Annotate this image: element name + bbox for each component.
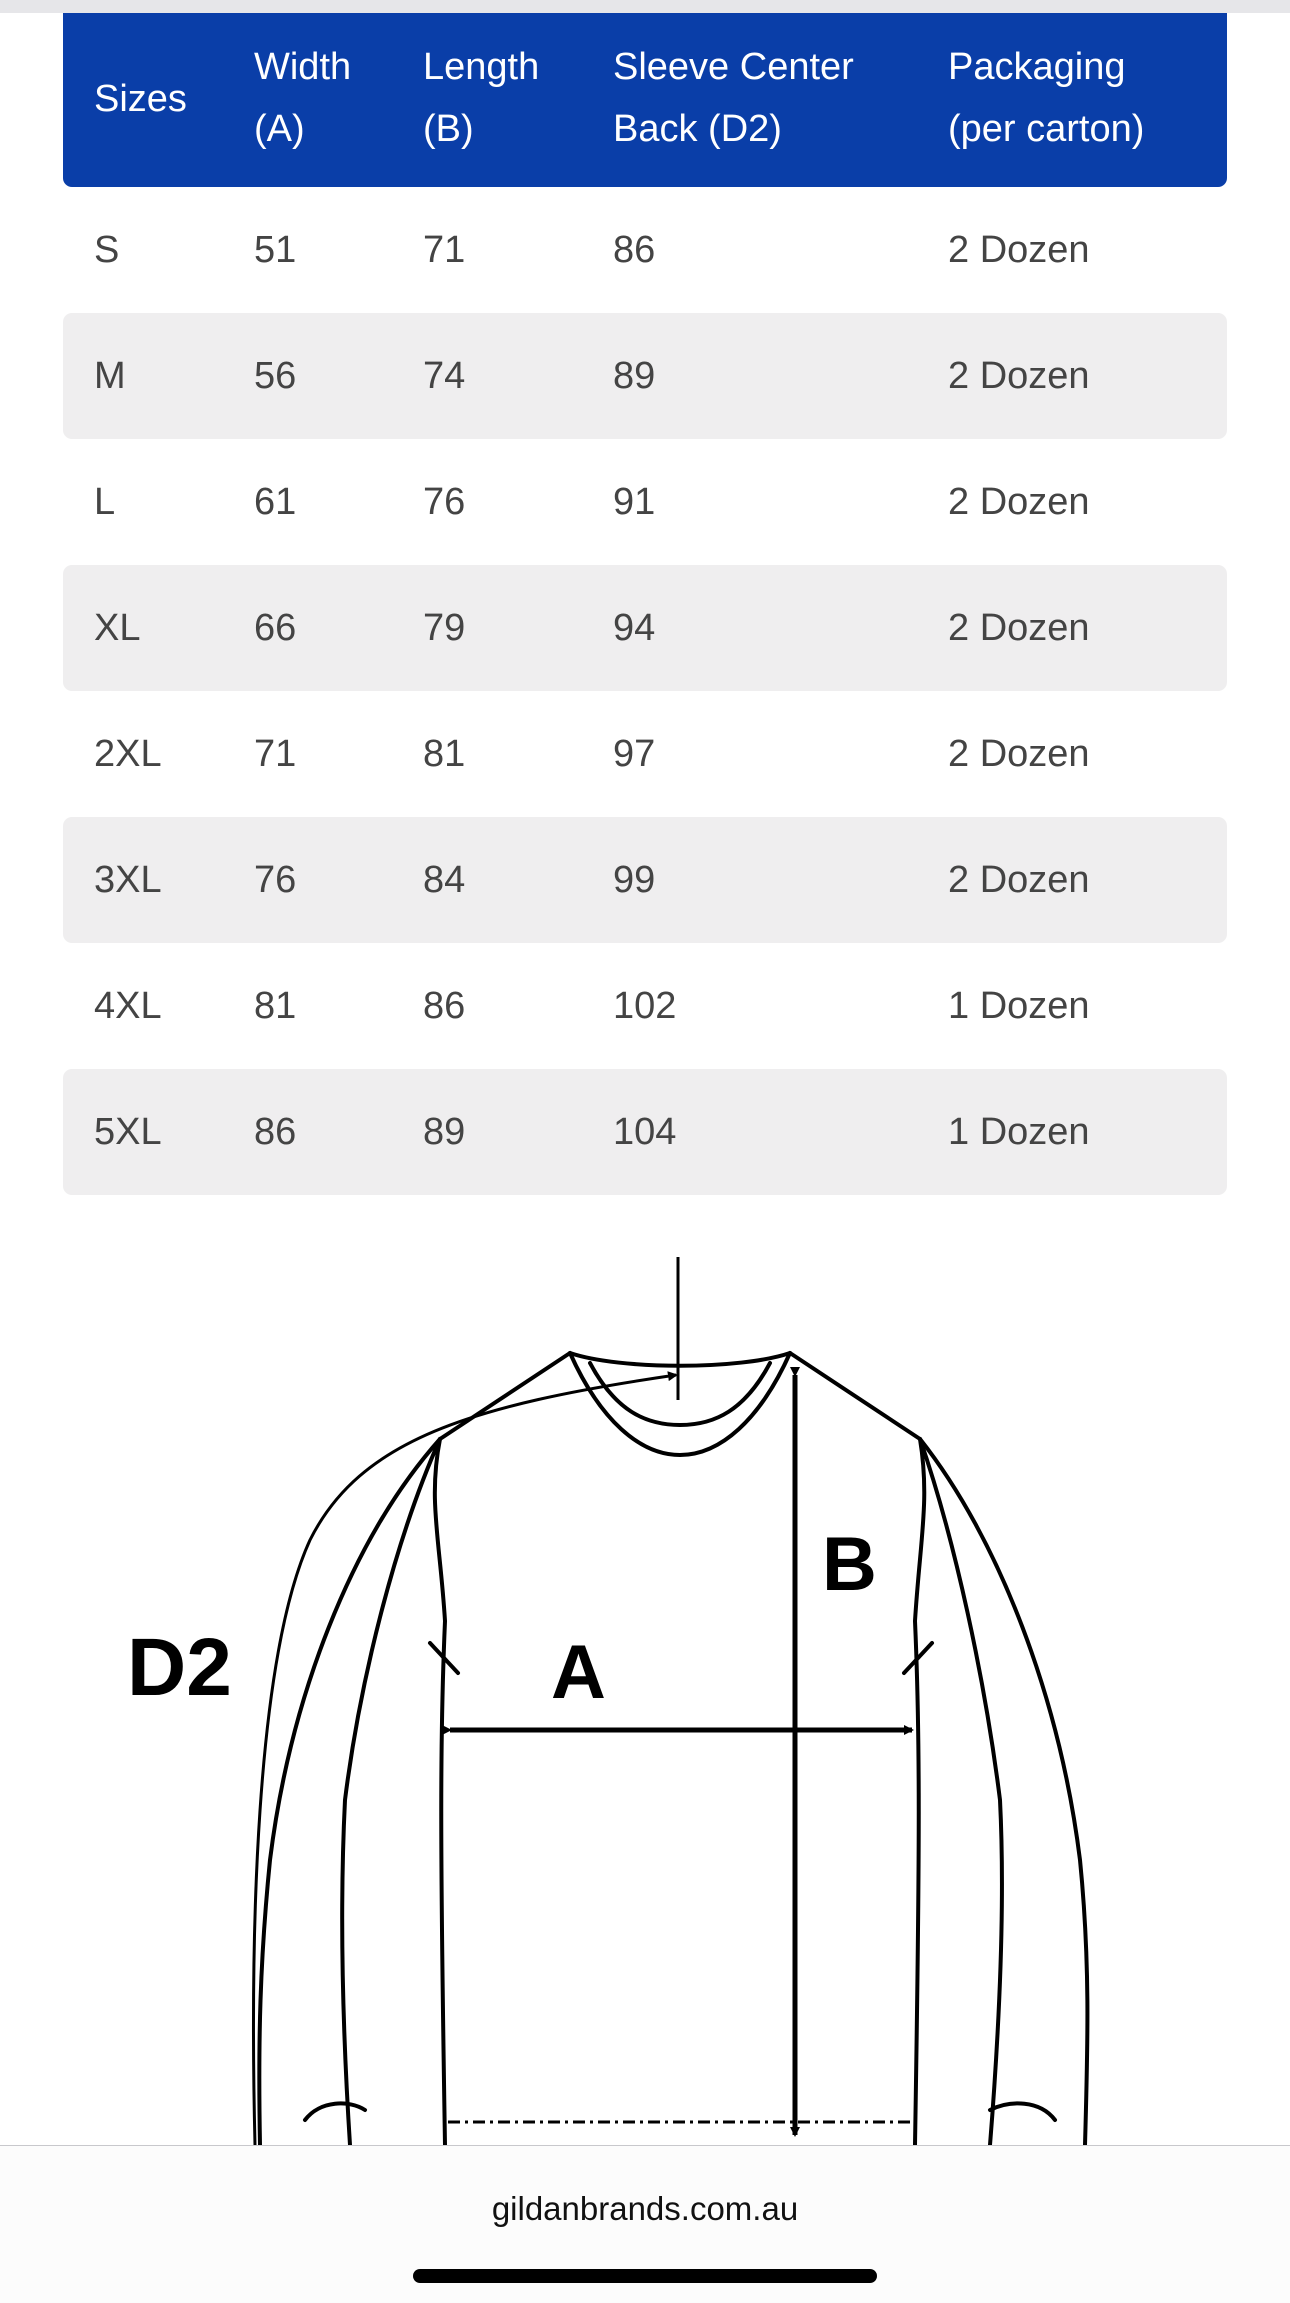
cell-width: 66 [254, 607, 297, 649]
shirt-sleeve-right-inner [920, 1439, 1002, 2145]
table-row [63, 1069, 1227, 1195]
cell-sleeve: 89 [613, 355, 656, 397]
cell-width: 56 [254, 355, 297, 397]
cell-size: XL [94, 607, 141, 649]
cell-length: 71 [423, 229, 466, 271]
table-row [63, 313, 1227, 439]
home-indicator[interactable] [413, 2269, 877, 2283]
label-a: A [551, 1630, 606, 1715]
table-row [63, 187, 1227, 313]
shirt-shoulder-right [790, 1353, 920, 1439]
cell-packaging: 2 Dozen [948, 607, 1090, 649]
shirt-body-outline [435, 1439, 445, 2145]
table-row [63, 943, 1227, 1069]
cell-size: 5XL [94, 1111, 162, 1153]
cell-length: 74 [423, 355, 466, 397]
url-address[interactable]: gildanbrands.com.au [491, 2190, 799, 2227]
shirt-sleeve-left-outer [259, 1439, 440, 2145]
shirt-sleeve-left-inner [342, 1439, 440, 2145]
header-packaging: Packaging (per carton) [948, 46, 1145, 150]
cell-width: 61 [254, 481, 297, 523]
shirt-sleeve-right-outer [920, 1439, 1087, 2145]
shirt-collar-outer [570, 1353, 790, 1455]
table-header-row [63, 13, 1227, 187]
shirt-collar-inner [590, 1363, 770, 1425]
cell-length: 86 [423, 985, 466, 1027]
sleeve-center-back-arc [254, 1375, 676, 2145]
cell-sleeve: 99 [613, 859, 656, 901]
cell-sleeve: 94 [613, 607, 656, 649]
cell-size: 2XL [94, 733, 162, 775]
cell-length: 89 [423, 1111, 466, 1153]
cell-sleeve: 104 [613, 1111, 677, 1153]
header-length: Length (B) [423, 46, 540, 150]
cell-size: 4XL [94, 985, 162, 1027]
header-sleeve-center-back: Sleeve Center Back (D2) [613, 46, 854, 150]
cell-sleeve: 91 [613, 481, 656, 523]
cell-width: 51 [254, 229, 297, 271]
cell-size: S [94, 229, 120, 271]
cell-sleeve: 102 [613, 985, 677, 1027]
cell-size: 3XL [94, 859, 162, 901]
shirt-measurement-diagram [0, 1240, 1290, 2145]
table-row [63, 691, 1227, 817]
cell-packaging: 1 Dozen [948, 985, 1090, 1027]
cell-length: 79 [423, 607, 466, 649]
cell-size: M [94, 355, 126, 397]
cell-sleeve: 97 [613, 733, 656, 775]
cell-packaging: 2 Dozen [948, 355, 1090, 397]
cell-width: 71 [254, 733, 297, 775]
cell-length: 81 [423, 733, 466, 775]
shirt-body-outline-right [915, 1439, 924, 2145]
cell-sleeve: 86 [613, 229, 656, 271]
cell-packaging: 2 Dozen [948, 229, 1090, 271]
shirt-collar-band [570, 1353, 790, 1366]
cell-packaging: 1 Dozen [948, 1111, 1090, 1153]
label-b: B [822, 1522, 877, 1607]
table-row [63, 565, 1227, 691]
cell-width: 86 [254, 1111, 297, 1153]
header-width: Width (A) [254, 46, 352, 150]
browser-bottom-bar [0, 2145, 1290, 2303]
cell-size: L [94, 481, 116, 523]
cell-packaging: 2 Dozen [948, 481, 1090, 523]
cell-packaging: 2 Dozen [948, 733, 1090, 775]
cell-width: 76 [254, 859, 297, 901]
cell-packaging: 2 Dozen [948, 859, 1090, 901]
top-strip [0, 0, 1290, 13]
cell-width: 81 [254, 985, 297, 1027]
cell-length: 84 [423, 859, 466, 901]
shirt-cuff-right [990, 2103, 1055, 2120]
table-row [63, 817, 1227, 943]
label-d2: D2 [127, 1622, 232, 1713]
header-sizes: Sizes [94, 78, 187, 120]
size-chart-table [63, 13, 1227, 1195]
shirt-cuff-left [305, 2103, 365, 2120]
table-row [63, 439, 1227, 565]
cell-length: 76 [423, 481, 466, 523]
